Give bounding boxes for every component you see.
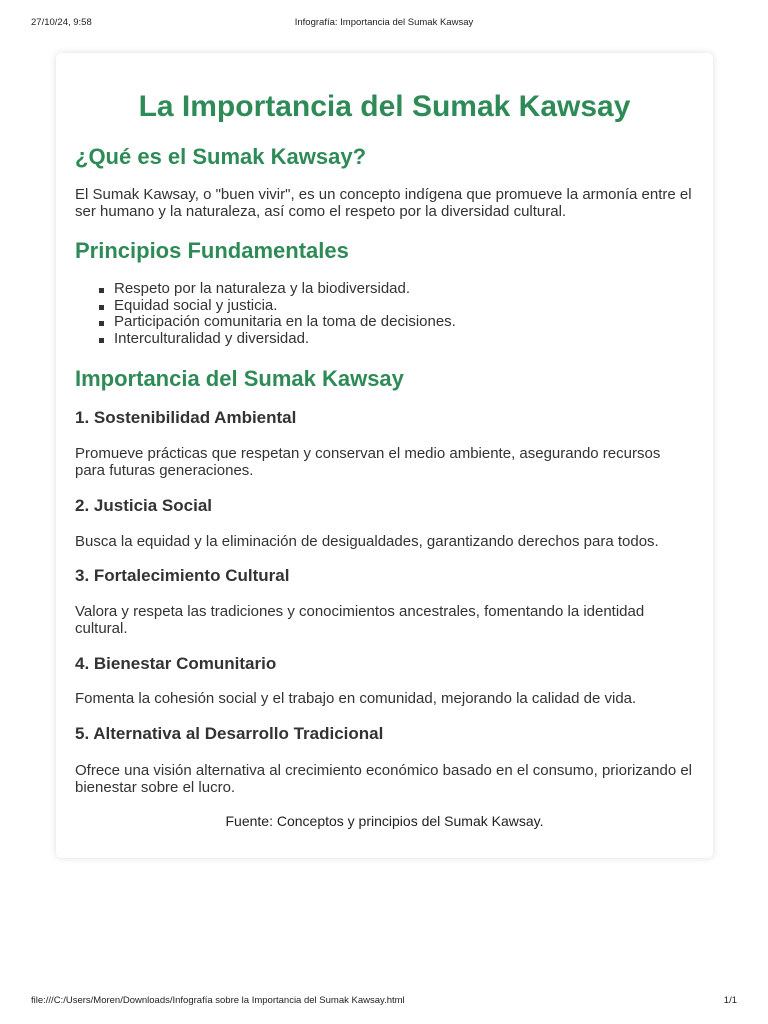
list-item-text: Equidad social y justicia. xyxy=(114,296,278,314)
principles-list xyxy=(75,281,456,347)
infographic-card xyxy=(56,53,713,858)
section-heading-importance: Importancia del Sumak Kawsay xyxy=(75,366,404,391)
square-bullet-icon xyxy=(99,288,104,293)
point-heading-sustainability: 1. Sostenibilidad Ambiental xyxy=(75,408,297,427)
square-bullet-icon xyxy=(99,305,104,310)
list-item xyxy=(75,331,456,348)
point-text-cultural: Valora y respeta las tradiciones y conocimientos ancestrales, fomentando la identidad cultural. xyxy=(75,603,645,637)
section-heading-principles: Principios Fundamentales xyxy=(75,238,349,263)
section-heading-what: ¿Qué es el Sumak Kawsay? xyxy=(75,144,367,169)
point-heading-cultural: 3. Fortalecimiento Cultural xyxy=(75,566,290,585)
point-text-social-justice: Busca la equidad y la eliminación de desigualdades, garantizando derechos para todos. xyxy=(75,533,659,550)
square-bullet-icon xyxy=(99,338,104,343)
point-text-alternative: Ofrece una visión alternativa al crecimiento económico basado en el consumo, priorizando el bienestar sobre el lucro. xyxy=(75,762,692,796)
print-file-path: file:///C:/Users/Moren/Downloads/Infografía sobre la Importancia del Sumak Kawsay.html xyxy=(31,995,405,1006)
list-item-text: Participación comunitaria en la toma de decisiones. xyxy=(114,313,456,331)
print-page-number: 1/1 xyxy=(723,995,737,1006)
list-item xyxy=(75,281,456,298)
point-text-sustainability: Promueve prácticas que respetan y conservan el medio ambiente, asegurando recursos para futuras generaciones. xyxy=(75,445,661,479)
point-text-community: Fomenta la cohesión social y el trabajo en comunidad, mejorando la calidad de vida. xyxy=(75,690,637,707)
list-item xyxy=(75,314,456,331)
section-text-what: El Sumak Kawsay, o "buen vivir", es un concepto indígena que promueve la armonía entre el ser humano y la naturaleza, así como el respeto por la diversidad cultural. xyxy=(75,186,692,220)
point-heading-social-justice: 2. Justicia Social xyxy=(75,496,213,515)
source-note: Fuente: Conceptos y principios del Sumak Kawsay. xyxy=(225,813,544,829)
print-footer xyxy=(0,995,768,1009)
print-page-title: Infografía: Importancia del Sumak Kawsay xyxy=(294,17,474,28)
document-title: La Importancia del Sumak Kawsay xyxy=(138,90,631,123)
point-heading-alternative: 5. Alternativa al Desarrollo Tradicional xyxy=(75,724,384,743)
point-heading-community: 4. Bienestar Comunitario xyxy=(75,654,277,673)
list-item xyxy=(75,298,456,315)
list-item-text: Interculturalidad y diversidad. xyxy=(114,329,310,347)
square-bullet-icon xyxy=(99,321,104,326)
list-item-text: Respeto por la naturaleza y la biodiversidad. xyxy=(114,280,411,297)
print-header xyxy=(0,17,768,31)
print-datetime: 27/10/24, 9:58 xyxy=(31,17,92,28)
